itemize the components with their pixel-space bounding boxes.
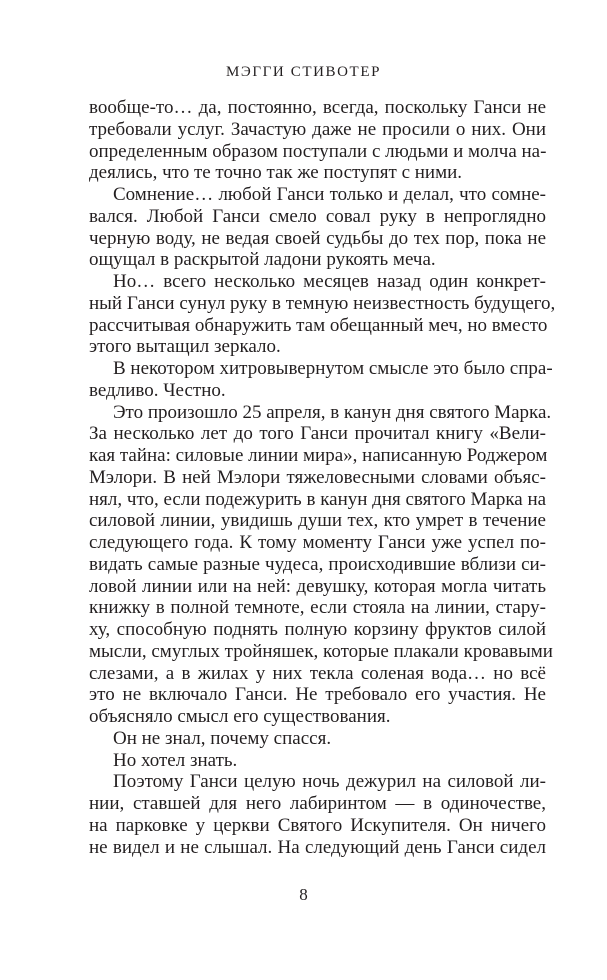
paragraph <box>89 771 546 858</box>
text-line: следующего года. К тому моменту Ганси уже успел по- <box>89 532 546 553</box>
text-line: нял, что, если подежурить в канун дня святого Марка на <box>89 488 547 510</box>
paragraph <box>89 271 556 358</box>
text-line: объясняло смысл его существования. <box>89 706 391 727</box>
text-line: Мэлори. В ней Мэлори тяжеловесными словами объяс- <box>89 466 546 488</box>
text-line: книжку в полной темноте, если стояла на линии, стару- <box>89 597 546 619</box>
text-line: кая тайна: силовые линии мира», написанную Роджером <box>89 445 548 466</box>
text-line: ный Ганси сунул руку в темную неизвестность будущего, <box>89 292 556 314</box>
paragraph <box>89 358 553 402</box>
paragraph <box>89 184 546 271</box>
text-line: на парковке у церкви Святого Искупителя. Он ничего <box>89 814 546 836</box>
text-line: Сомнение… любой Ганси только и делал, что сомне- <box>113 184 546 205</box>
text-line: ощущал в раскрытой ладони рукоять меча. <box>89 249 436 271</box>
text-line: Он не знал, почему спасся. <box>113 727 332 749</box>
paragraph <box>89 97 546 184</box>
text-line: вообще-то… да, постоянно, всегда, поскольку Ганси не <box>89 97 546 118</box>
text-line: деялись, что те точно так же поступят с ними. <box>89 162 463 184</box>
text-line: ловой линии или на ней: девушку, которая могла читать <box>89 575 546 597</box>
text-line: Но хотел знать. <box>113 749 238 771</box>
text-line: не видел и не слышал. На следующий день Ганси сидел <box>89 836 546 858</box>
text-line: За несколько лет до того Ганси прочитал книгу «Вели- <box>89 423 546 445</box>
text-line: этого вытащил зеркало. <box>89 336 281 358</box>
text-line: видать самые разные чудеса, происходившие вблизи си- <box>89 553 546 575</box>
paragraph <box>89 401 553 728</box>
running-header: МЭГГИ СТИВОТЕР <box>225 64 382 80</box>
text-line: Поэтому Ганси целую ночь дежурил на силовой ли- <box>113 771 546 793</box>
text-line: мысли, смуглых тройняшек, которые плакали кровавыми <box>89 640 553 662</box>
text-line: слезами, а в жилах у них текла соленая вода… но всё <box>89 662 546 684</box>
text-line: определенным образом поступали с людьми и молча на- <box>89 140 547 162</box>
text-line: В некотором хитровывернутом смысле это было спра- <box>113 358 553 379</box>
text-line: Это произошло 25 апреля, в канун дня святого Марка. <box>113 401 552 423</box>
text-line: нии, ставшей для него лабиринтом — в одиночестве, <box>89 793 546 814</box>
text-line: рассчитывая обнаружить там обещанный меч, но вместо <box>89 314 548 336</box>
text-line: ху, способную поднять полную корзину фруктов силой <box>89 619 546 640</box>
page-number: 8 <box>299 885 308 904</box>
text-line: это не включало Ганси. Не требовало его участия. Не <box>89 684 546 706</box>
text-line: требовали услуг. Зачастую даже не просили о них. Они <box>89 118 546 140</box>
paragraph <box>89 750 546 772</box>
paragraph <box>89 728 546 750</box>
text-line: вался. Любой Ганси смело совал руку в непроглядно <box>89 205 546 227</box>
text-line: черную воду, не ведая своей судьбы до тех пор, пока не <box>89 227 546 249</box>
book-text <box>89 97 556 858</box>
text-line: ведливо. Честно. <box>89 379 226 401</box>
text-line: Но… всего несколько месяцев назад один конкрет- <box>113 271 546 292</box>
text-line: силовой линии, увидишь души тех, кто умрет в течение <box>89 510 546 532</box>
